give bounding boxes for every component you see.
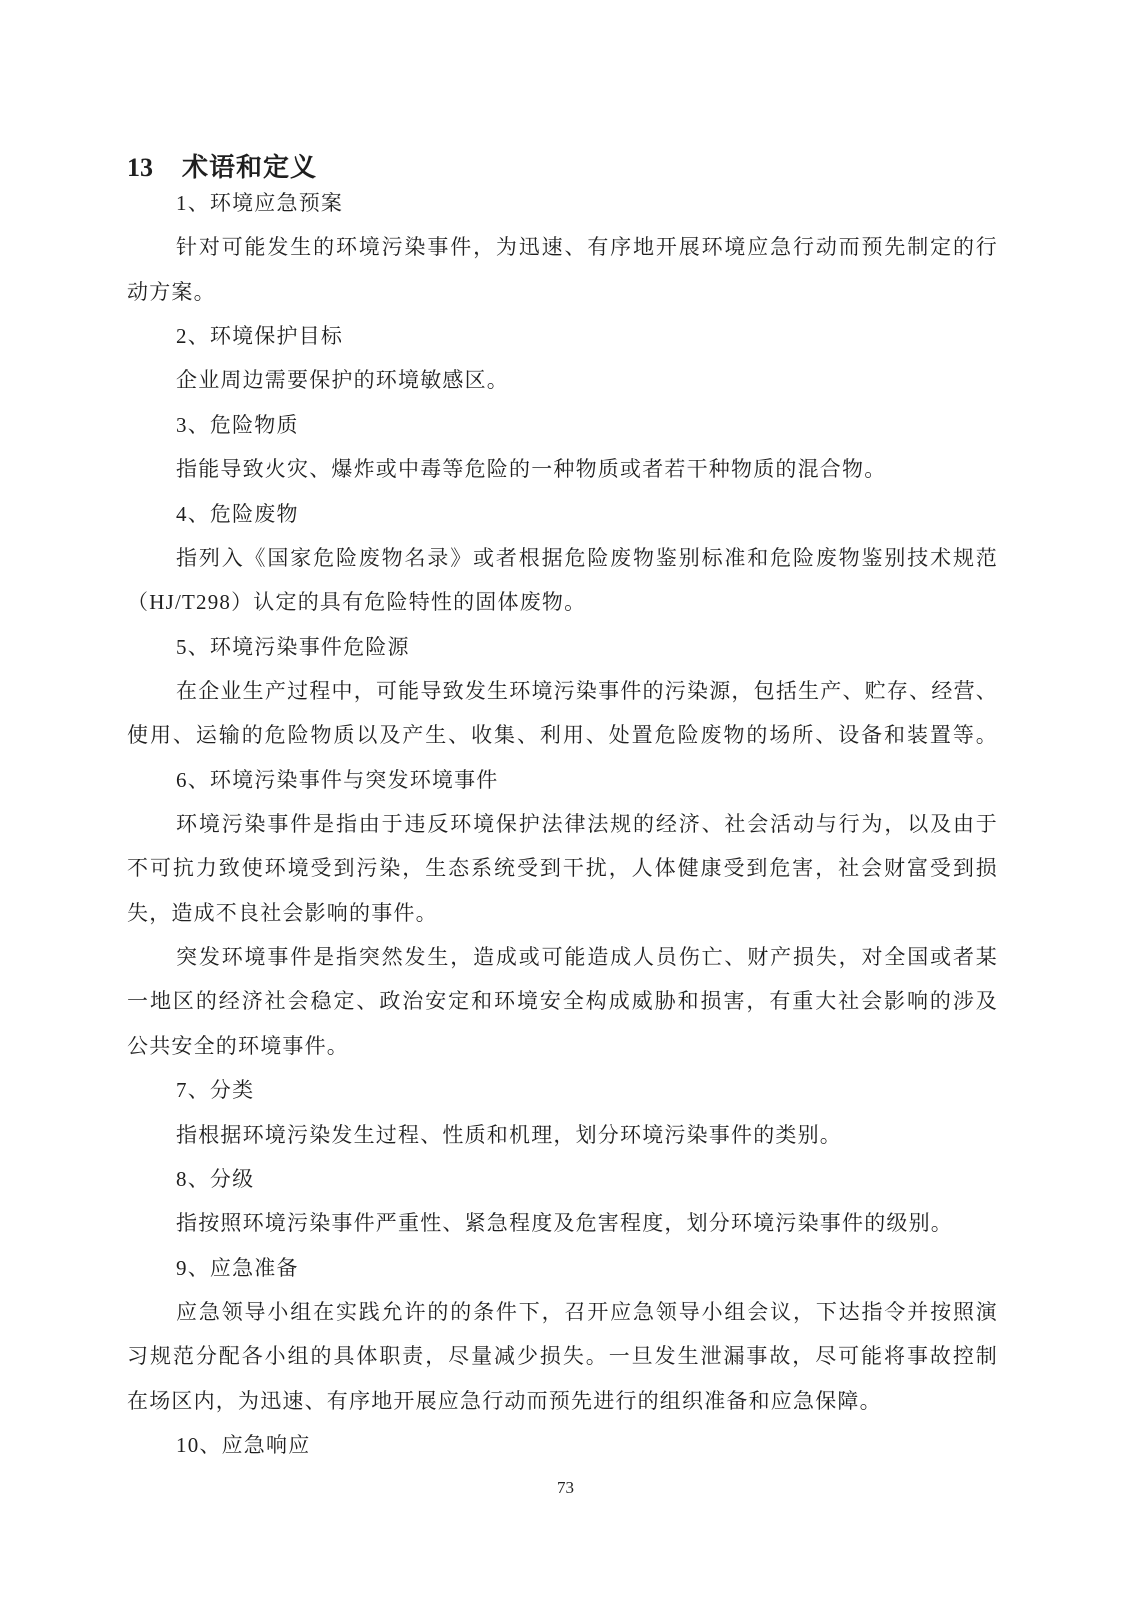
term-1-def-line-1: 针对可能发生的环境污染事件，为迅速、有序地开展环境应急行动而预先制定的行 — [176, 235, 998, 260]
term-2-title: 2、环境保护目标 — [176, 324, 344, 349]
term-5-title: 5、环境污染事件危险源 — [176, 634, 410, 659]
term-8-title: 8、分级 — [176, 1166, 255, 1191]
term-6-def-line-3: 失，造成不良社会影响的事件。 — [127, 900, 438, 925]
term-6-def2-line-3: 公共安全的环境事件。 — [127, 1033, 349, 1058]
term-4-def-line-2: （HJ/T298）认定的具有危险特性的固体废物。 — [127, 590, 587, 615]
term-6-def2-line-1: 突发环境事件是指突然发生，造成或可能造成人员伤亡、财产损失，对全国或者某 — [176, 945, 998, 970]
term-4-title: 4、危险废物 — [176, 501, 299, 526]
page-footer — [0, 1478, 1131, 1498]
section-number: 13 — [127, 153, 153, 183]
term-3-title: 3、危险物质 — [176, 412, 299, 437]
document-body — [127, 181, 998, 1467]
term-8-def: 指按照环境污染事件严重性、紧急程度及危害程度，划分环境污染事件的级别。 — [176, 1211, 953, 1236]
term-4-def-line-1: 指列入《国家危险废物名录》或者根据危险废物鉴别标准和危险废物鉴别技术规范 — [176, 545, 998, 570]
page-number: 73 — [557, 1478, 574, 1497]
term-10-title: 10、应急响应 — [176, 1433, 311, 1458]
term-3-def: 指能导致火灾、爆炸或中毒等危险的一种物质或者若干种物质的混合物。 — [176, 457, 887, 482]
term-9-title: 9、应急准备 — [176, 1255, 299, 1280]
term-5-def-line-2: 使用、运输的危险物质以及产生、收集、利用、处置危险废物的场所、设备和装置等。 — [127, 723, 998, 748]
term-9-def-line-3: 在场区内，为迅速、有序地开展应急行动而预先进行的组织准备和应急保障。 — [127, 1388, 882, 1413]
section-title: 术语和定义 — [182, 153, 318, 183]
term-6-def-line-1: 环境污染事件是指由于违反环境保护法律法规的经济、社会活动与行为，以及由于 — [176, 812, 998, 837]
term-9-def-line-2: 习规范分配各小组的具体职责，尽量减少损失。一旦发生泄漏事故，尽可能将事故控制 — [127, 1344, 998, 1369]
term-1-title: 1、环境应急预案 — [176, 191, 344, 215]
term-6-title: 6、环境污染事件与突发环境事件 — [176, 767, 499, 792]
term-6-def-line-2: 不可抗力致使环境受到污染，生态系统受到干扰，人体健康受到危害，社会财富受到损 — [127, 856, 998, 881]
term-9-def-line-1: 应急领导小组在实践允许的的条件下，召开应急领导小组会议，下达指令并按照演 — [176, 1299, 998, 1324]
term-1-def-line-2: 动方案。 — [127, 279, 216, 304]
term-5-def-line-1: 在企业生产过程中，可能导致发生环境污染事件的污染源，包括生产、贮存、经营、 — [176, 678, 998, 703]
term-7-title: 7、分类 — [176, 1078, 255, 1103]
term-7-def: 指根据环境污染发生过程、性质和机理，划分环境污染事件的类别。 — [176, 1122, 842, 1147]
term-6-def2-line-2: 一地区的经济社会稳定、政治安定和环境安全构成威胁和损害，有重大社会影响的涉及 — [127, 989, 998, 1014]
term-2-def: 企业周边需要保护的环境敏感区。 — [176, 368, 509, 393]
section-heading — [127, 147, 317, 184]
